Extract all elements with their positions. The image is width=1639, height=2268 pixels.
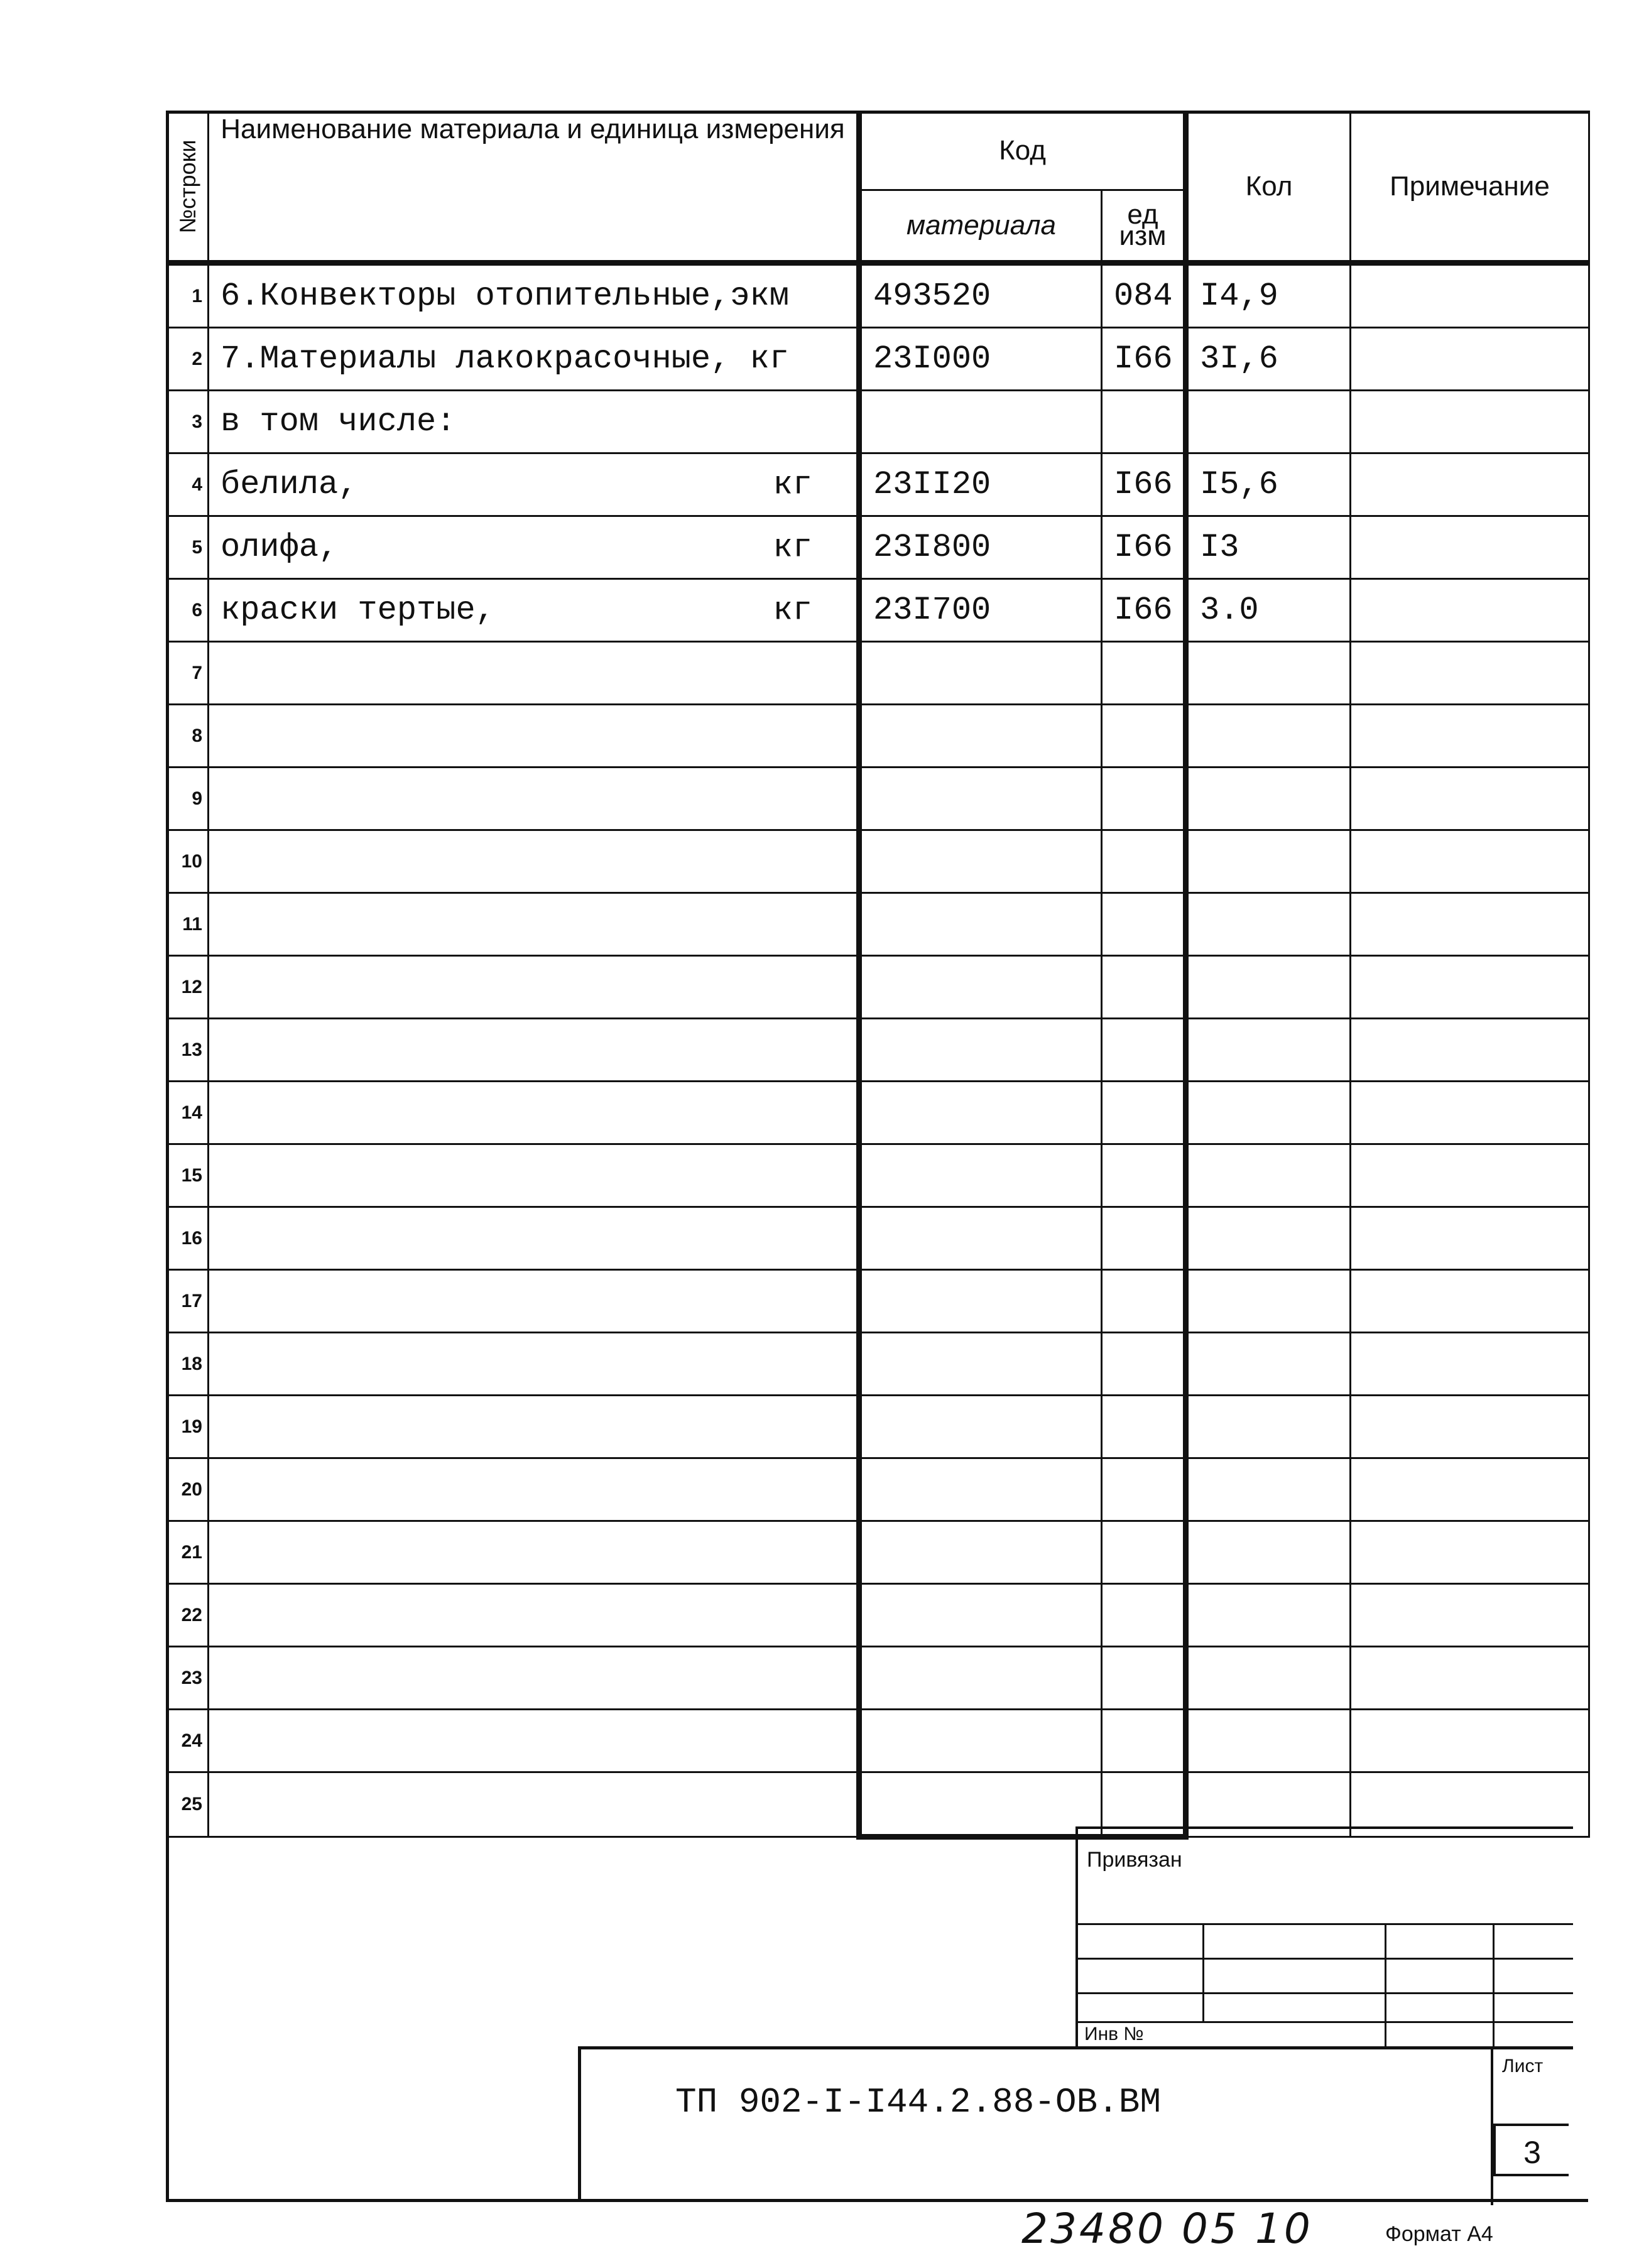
material-name-cell xyxy=(209,1270,859,1333)
material-code-cell xyxy=(859,1207,1102,1270)
table-row xyxy=(167,1019,1589,1082)
row-number-cell-text: 19 xyxy=(181,1416,202,1437)
material-name-cell xyxy=(209,391,859,453)
table-row xyxy=(167,1270,1589,1333)
row-number-cell-text: 24 xyxy=(181,1730,202,1751)
row-number-cell-text: 10 xyxy=(181,850,202,872)
material-name-cell xyxy=(209,1207,859,1270)
unit-code-cell xyxy=(1102,1521,1186,1584)
unit-code-cell xyxy=(1102,328,1186,391)
quantity-cell xyxy=(1186,1333,1351,1396)
table-row xyxy=(167,1396,1589,1458)
material-code-cell xyxy=(859,1082,1102,1144)
row-number-cell xyxy=(167,453,209,516)
material-code-cell xyxy=(859,1270,1102,1333)
material-name-cell xyxy=(209,1144,859,1207)
unit-code-cell xyxy=(1102,956,1186,1019)
material-name-cell xyxy=(209,1396,859,1458)
unit-code-cell xyxy=(1102,1710,1186,1772)
material-code-cell xyxy=(859,705,1102,768)
material-code-cell-text: 23II20 xyxy=(873,466,991,503)
note-header: Примечание xyxy=(1351,112,1589,263)
stamp-divider xyxy=(1385,1923,1386,2049)
material-code-cell xyxy=(859,1144,1102,1207)
row-number-cell xyxy=(167,1710,209,1772)
table-row xyxy=(167,1584,1589,1647)
row-number-cell-text: 22 xyxy=(181,1604,202,1625)
row-number-cell-text: 21 xyxy=(181,1541,202,1563)
row-number-cell-text: 16 xyxy=(181,1227,202,1249)
note-cell xyxy=(1351,391,1589,453)
table-row xyxy=(167,893,1589,956)
table-row xyxy=(167,956,1589,1019)
unit-code-cell-text: I66 xyxy=(1114,466,1173,503)
row-number-cell xyxy=(167,1647,209,1710)
linked-label: Привязан xyxy=(1087,1848,1182,1872)
code-header: Код xyxy=(859,112,1186,190)
table-row xyxy=(167,830,1589,893)
inventory-number-label: Инв № xyxy=(1084,2024,1144,2044)
row-number-cell xyxy=(167,768,209,830)
note-cell xyxy=(1351,1082,1589,1144)
row-number-cell-text: 8 xyxy=(192,725,202,746)
quantity-cell xyxy=(1186,1584,1351,1647)
material-code-header: материала xyxy=(859,190,1102,263)
material-name-cell-text: олифа, xyxy=(221,529,339,566)
material-name-cell-text: белила, xyxy=(221,466,358,503)
material-code-cell xyxy=(859,1647,1102,1710)
row-number-cell-text: 11 xyxy=(182,913,202,935)
unit-code-cell-text: I66 xyxy=(1114,529,1173,566)
material-code-cell xyxy=(859,328,1102,391)
row-number-cell xyxy=(167,642,209,705)
quantity-cell xyxy=(1186,391,1351,453)
unit-code-cell xyxy=(1102,1270,1186,1333)
note-cell xyxy=(1351,956,1589,1019)
note-cell xyxy=(1351,893,1589,956)
table-row xyxy=(167,1521,1589,1584)
quantity-cell xyxy=(1186,328,1351,391)
material-code-cell xyxy=(859,391,1102,453)
handwritten-number: 23480 05 10 xyxy=(1021,2205,1313,2253)
quantity-cell xyxy=(1186,768,1351,830)
row-number-cell xyxy=(167,1772,209,1837)
unit-code-cell xyxy=(1102,642,1186,705)
material-name-cell xyxy=(209,1772,859,1837)
row-number-cell-text: 14 xyxy=(181,1102,202,1123)
row-number-cell xyxy=(167,1458,209,1521)
row-number-cell xyxy=(167,1144,209,1207)
material-name-cell xyxy=(209,1458,859,1521)
quantity-cell xyxy=(1186,516,1351,579)
table-row xyxy=(167,1710,1589,1772)
material-name-cell-text: 7.Материалы лакокрасочные, кг xyxy=(221,340,789,377)
row-number-cell xyxy=(167,1396,209,1458)
unit-code-cell xyxy=(1102,1396,1186,1458)
row-number-cell xyxy=(167,1082,209,1144)
quantity-cell xyxy=(1186,642,1351,705)
unit-code-cell xyxy=(1102,1144,1186,1207)
unit-code-cell xyxy=(1102,1207,1186,1270)
note-cell xyxy=(1351,1270,1589,1333)
material-code-cell xyxy=(859,893,1102,956)
note-cell xyxy=(1351,579,1589,642)
note-cell xyxy=(1351,1710,1589,1772)
row-number-cell xyxy=(167,1584,209,1647)
stamp-rule xyxy=(1078,1992,1573,1994)
note-cell xyxy=(1351,1019,1589,1082)
material-code-cell xyxy=(859,453,1102,516)
material-code-cell xyxy=(859,516,1102,579)
unit-code-cell xyxy=(1102,516,1186,579)
material-code-cell xyxy=(859,1333,1102,1396)
quantity-cell xyxy=(1186,1207,1351,1270)
quantity-cell xyxy=(1186,1647,1351,1710)
material-code-cell-text: 493520 xyxy=(873,278,991,315)
material-name-cell xyxy=(209,1082,859,1144)
unit-code-cell xyxy=(1102,1647,1186,1710)
material-name-cell xyxy=(209,1584,859,1647)
note-cell xyxy=(1351,1521,1589,1584)
row-number-cell xyxy=(167,516,209,579)
table-row xyxy=(167,642,1589,705)
material-code-cell xyxy=(859,1772,1102,1837)
quantity-cell xyxy=(1186,705,1351,768)
row-number-header: №строки xyxy=(167,112,209,263)
title-block xyxy=(578,2046,1573,2202)
row-number-cell xyxy=(167,263,209,328)
sheet-box xyxy=(1491,2049,1579,2205)
material-code-cell xyxy=(859,768,1102,830)
quantity-cell xyxy=(1186,956,1351,1019)
material-code-cell xyxy=(859,1019,1102,1082)
quantity-cell-text: I5,6 xyxy=(1200,466,1278,503)
table-row xyxy=(167,1647,1589,1710)
material-name-header: Наименование материала и единица измерения xyxy=(209,112,859,263)
unit-code-cell-text: I66 xyxy=(1114,592,1173,629)
material-code-cell xyxy=(859,1584,1102,1647)
table-row xyxy=(167,263,1589,328)
row-number-cell-text: 2 xyxy=(192,348,202,369)
row-number-cell-text: 17 xyxy=(181,1290,202,1311)
note-cell xyxy=(1351,768,1589,830)
sheet-number: 3 xyxy=(1493,2124,1569,2176)
material-code-cell xyxy=(859,579,1102,642)
row-number-cell xyxy=(167,705,209,768)
stamp-divider xyxy=(1493,1923,1495,2049)
row-number-cell-text: 25 xyxy=(181,1794,202,1815)
table-row xyxy=(167,391,1589,453)
row-number-cell xyxy=(167,579,209,642)
unit-code-cell-text: I66 xyxy=(1114,340,1173,377)
table-row xyxy=(167,453,1589,516)
note-cell xyxy=(1351,328,1589,391)
quantity-cell xyxy=(1186,1396,1351,1458)
note-cell xyxy=(1351,1207,1589,1270)
quantity-cell xyxy=(1186,453,1351,516)
material-name-cell xyxy=(209,453,859,516)
row-number-cell-text: 1 xyxy=(192,285,202,307)
quantity-cell xyxy=(1186,1458,1351,1521)
unit-code-cell xyxy=(1102,705,1186,768)
note-cell xyxy=(1351,263,1589,328)
quantity-cell xyxy=(1186,1270,1351,1333)
row-number-cell xyxy=(167,893,209,956)
material-name-cell-text: 6.Конвекторы отопительные,экм xyxy=(221,278,789,315)
unit-code-cell xyxy=(1102,1458,1186,1521)
stamp-rule xyxy=(1078,2021,1573,2023)
table-row xyxy=(167,1082,1589,1144)
material-name-cell xyxy=(209,516,859,579)
row-number-cell xyxy=(167,956,209,1019)
table-row xyxy=(167,705,1589,768)
quantity-cell xyxy=(1186,1521,1351,1584)
unit-code-header: ед изм xyxy=(1102,190,1186,263)
row-number-cell-text: 12 xyxy=(181,976,202,997)
document-designation: ТП 902-I-I44.2.88-ОВ.ВМ xyxy=(675,2082,1161,2122)
paper-format: Формат А4 xyxy=(1385,2222,1493,2246)
note-cell xyxy=(1351,453,1589,516)
row-number-cell xyxy=(167,1207,209,1270)
table-body xyxy=(167,263,1589,1837)
material-code-cell-text: 23I700 xyxy=(873,592,991,629)
material-name-cell xyxy=(209,768,859,830)
row-number-cell xyxy=(167,1019,209,1082)
material-code-cell-text: 23I000 xyxy=(873,340,991,377)
unit-code-cell xyxy=(1102,579,1186,642)
row-number-cell xyxy=(167,830,209,893)
table-row xyxy=(167,328,1589,391)
material-name-cell xyxy=(209,1333,859,1396)
note-cell xyxy=(1351,1584,1589,1647)
quantity-cell xyxy=(1186,579,1351,642)
unit-code-cell xyxy=(1102,1019,1186,1082)
note-cell xyxy=(1351,830,1589,893)
material-name-cell xyxy=(209,956,859,1019)
row-number-cell-text: 15 xyxy=(181,1164,202,1186)
note-cell xyxy=(1351,1144,1589,1207)
material-name-cell xyxy=(209,1710,859,1772)
stamp-rule xyxy=(1078,1923,1573,1925)
row-number-cell-text: 9 xyxy=(192,788,202,809)
table-row xyxy=(167,579,1589,642)
row-number-cell xyxy=(167,1521,209,1584)
row-number-cell-text: 18 xyxy=(181,1353,202,1374)
material-name-cell xyxy=(209,579,859,642)
material-code-cell xyxy=(859,1521,1102,1584)
table-row xyxy=(167,1333,1589,1396)
table-row xyxy=(167,768,1589,830)
material-code-cell xyxy=(859,830,1102,893)
table-row xyxy=(167,1207,1589,1270)
material-name-cell xyxy=(209,328,859,391)
sheet-label: Лист xyxy=(1502,2056,1544,2076)
material-code-cell xyxy=(859,1396,1102,1458)
quantity-cell xyxy=(1186,893,1351,956)
note-cell xyxy=(1351,642,1589,705)
material-name-cell-text: краски тертые, xyxy=(221,592,495,629)
material-name-cell-text: в том числе: xyxy=(221,403,456,440)
quantity-cell-text: 3I,6 xyxy=(1200,340,1278,377)
unit-code-cell xyxy=(1102,830,1186,893)
row-number-cell xyxy=(167,1270,209,1333)
quantity-cell-text: I3 xyxy=(1200,529,1239,566)
unit-of-measure: кг xyxy=(773,529,812,566)
table-row xyxy=(167,516,1589,579)
material-name-cell xyxy=(209,642,859,705)
row-number-cell-text: 13 xyxy=(181,1039,202,1060)
material-name-cell xyxy=(209,1521,859,1584)
unit-of-measure: кг xyxy=(773,592,812,629)
quantity-cell xyxy=(1186,263,1351,328)
unit-code-cell xyxy=(1102,263,1186,328)
unit-code-cell xyxy=(1102,768,1186,830)
note-cell xyxy=(1351,705,1589,768)
material-name-cell xyxy=(209,830,859,893)
row-number-cell xyxy=(167,1333,209,1396)
table-header xyxy=(167,112,1589,263)
note-cell xyxy=(1351,516,1589,579)
note-cell xyxy=(1351,1333,1589,1396)
row-number-cell-text: 5 xyxy=(192,536,202,558)
table-row xyxy=(167,1144,1589,1207)
material-code-cell xyxy=(859,1710,1102,1772)
quantity-cell-text: I4,9 xyxy=(1200,278,1278,315)
unit-code-cell xyxy=(1102,391,1186,453)
row-number-cell-text: 4 xyxy=(192,474,202,495)
unit-code-cell xyxy=(1102,1082,1186,1144)
note-cell xyxy=(1351,1396,1589,1458)
stamp-rule xyxy=(1078,1958,1573,1960)
note-cell xyxy=(1351,1458,1589,1521)
quantity-cell xyxy=(1186,1710,1351,1772)
unit-of-measure: кг xyxy=(773,466,812,503)
unit-code-cell xyxy=(1102,893,1186,956)
quantity-cell xyxy=(1186,1082,1351,1144)
row-number-cell-text: 7 xyxy=(192,662,202,683)
unit-code-cell-text: 084 xyxy=(1114,278,1173,315)
quantity-cell xyxy=(1186,1144,1351,1207)
quantity-cell xyxy=(1186,830,1351,893)
material-code-cell xyxy=(859,642,1102,705)
material-name-cell xyxy=(209,263,859,328)
material-name-cell xyxy=(209,1019,859,1082)
material-name-cell xyxy=(209,893,859,956)
row-number-cell xyxy=(167,328,209,391)
row-number-cell-text: 6 xyxy=(192,599,202,621)
row-number-cell-text: 20 xyxy=(181,1479,202,1500)
materials-table xyxy=(166,111,1590,1840)
quantity-header: Кол xyxy=(1186,112,1351,263)
stamp-divider xyxy=(1202,1923,1204,2021)
quantity-cell-text: 3.0 xyxy=(1200,592,1259,629)
material-code-cell xyxy=(859,1458,1102,1521)
quantity-cell xyxy=(1186,1019,1351,1082)
unit-code-cell xyxy=(1102,453,1186,516)
unit-code-cell xyxy=(1102,1333,1186,1396)
material-name-cell xyxy=(209,705,859,768)
row-number-cell-text: 23 xyxy=(181,1667,202,1688)
material-code-cell xyxy=(859,263,1102,328)
material-code-cell xyxy=(859,956,1102,1019)
row-number-cell xyxy=(167,391,209,453)
row-number-cell-text: 3 xyxy=(192,411,202,432)
note-cell xyxy=(1351,1647,1589,1710)
material-code-cell-text: 23I800 xyxy=(873,529,991,566)
material-name-cell xyxy=(209,1647,859,1710)
table-row xyxy=(167,1458,1589,1521)
unit-code-cell xyxy=(1102,1584,1186,1647)
linked-stamp xyxy=(1075,1826,1573,2046)
